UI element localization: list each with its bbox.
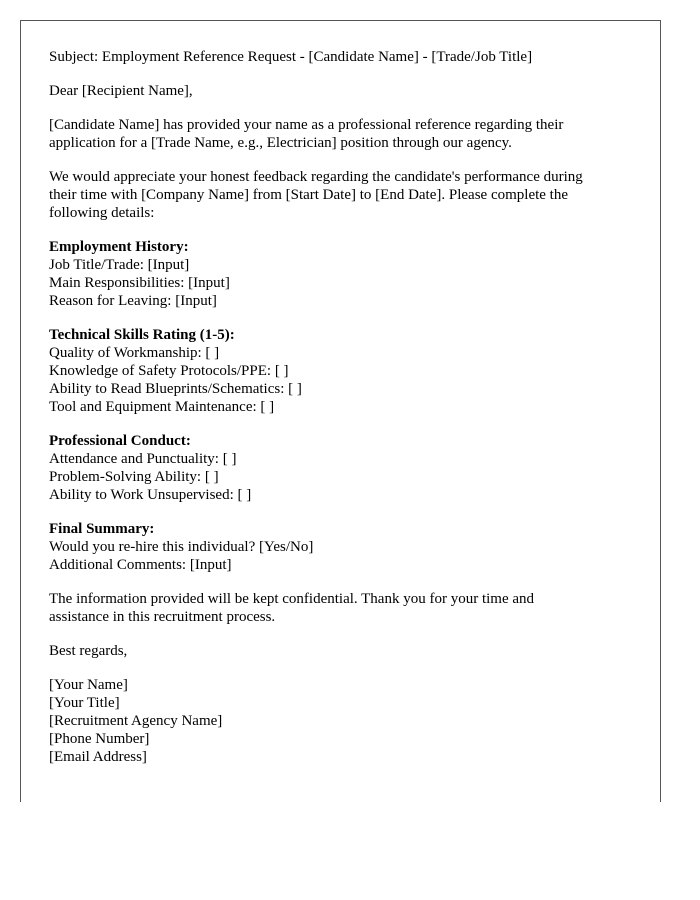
request-line: following details: (49, 205, 155, 221)
sign-off (49, 642, 639, 660)
greeting (49, 82, 639, 100)
request-paragraph (49, 168, 639, 222)
signature-block (49, 676, 639, 766)
rating-field-attendance[interactable]: Attendance and Punctuality: [ ] (49, 451, 237, 467)
rating-field-workmanship[interactable]: Quality of Workmanship: [ ] (49, 345, 220, 361)
section-heading: Employment History: (49, 239, 189, 255)
greeting-text: Dear [Recipient Name], (49, 83, 193, 99)
subject-text: Subject: Employment Reference Request - [Candidate Name] - [Trade/Job Title] (49, 49, 533, 65)
form-field-rehire[interactable]: Would you re-hire this individual? [Yes/No] (49, 539, 314, 555)
subject-line (49, 48, 639, 66)
rating-field-problem-solving[interactable]: Problem-Solving Ability: [ ] (49, 469, 219, 485)
section-heading: Technical Skills Rating (1-5): (49, 327, 235, 343)
rating-field-safety[interactable]: Knowledge of Safety Protocols/PPE: [ ] (49, 363, 289, 379)
form-field-main-responsibilities[interactable]: Main Responsibilities: [Input] (49, 275, 230, 291)
form-field-additional-comments[interactable]: Additional Comments: [Input] (49, 557, 232, 573)
closing-line: The information provided will be kept confidential. Thank you for your time and (49, 591, 535, 607)
section-technical-skills (49, 326, 639, 416)
section-heading: Professional Conduct: (49, 433, 191, 449)
signature-title: [Your Title] (49, 695, 120, 711)
closing-line: assistance in this recruitment process. (49, 609, 276, 625)
section-professional-conduct (49, 432, 639, 504)
form-field-reason-for-leaving[interactable]: Reason for Leaving: [Input] (49, 293, 217, 309)
request-line: We would appreciate your honest feedback regarding the candidate's performance during (49, 169, 583, 185)
signature-name: [Your Name] (49, 677, 128, 693)
intro-line: [Candidate Name] has provided your name as a professional reference regarding their (49, 117, 564, 133)
signature-email: [Email Address] (49, 749, 147, 765)
letter-body (49, 48, 639, 782)
intro-line: application for a [Trade Name, e.g., Electrician] position through our agency. (49, 135, 512, 151)
rating-field-unsupervised[interactable]: Ability to Work Unsupervised: [ ] (49, 487, 252, 503)
section-final-summary (49, 520, 639, 574)
section-employment-history (49, 238, 639, 310)
closing-paragraph (49, 590, 639, 626)
intro-paragraph (49, 116, 639, 152)
rating-field-tool-maintenance[interactable]: Tool and Equipment Maintenance: [ ] (49, 399, 275, 415)
rating-field-blueprints[interactable]: Ability to Read Blueprints/Schematics: [ ] (49, 381, 302, 397)
signature-agency: [Recruitment Agency Name] (49, 713, 223, 729)
section-heading: Final Summary: (49, 521, 155, 537)
request-line: their time with [Company Name] from [Start Date] to [End Date]. Please complete the (49, 187, 569, 203)
sign-off-text: Best regards, (49, 643, 128, 659)
form-field-job-title[interactable]: Job Title/Trade: [Input] (49, 257, 190, 273)
signature-phone: [Phone Number] (49, 731, 150, 747)
